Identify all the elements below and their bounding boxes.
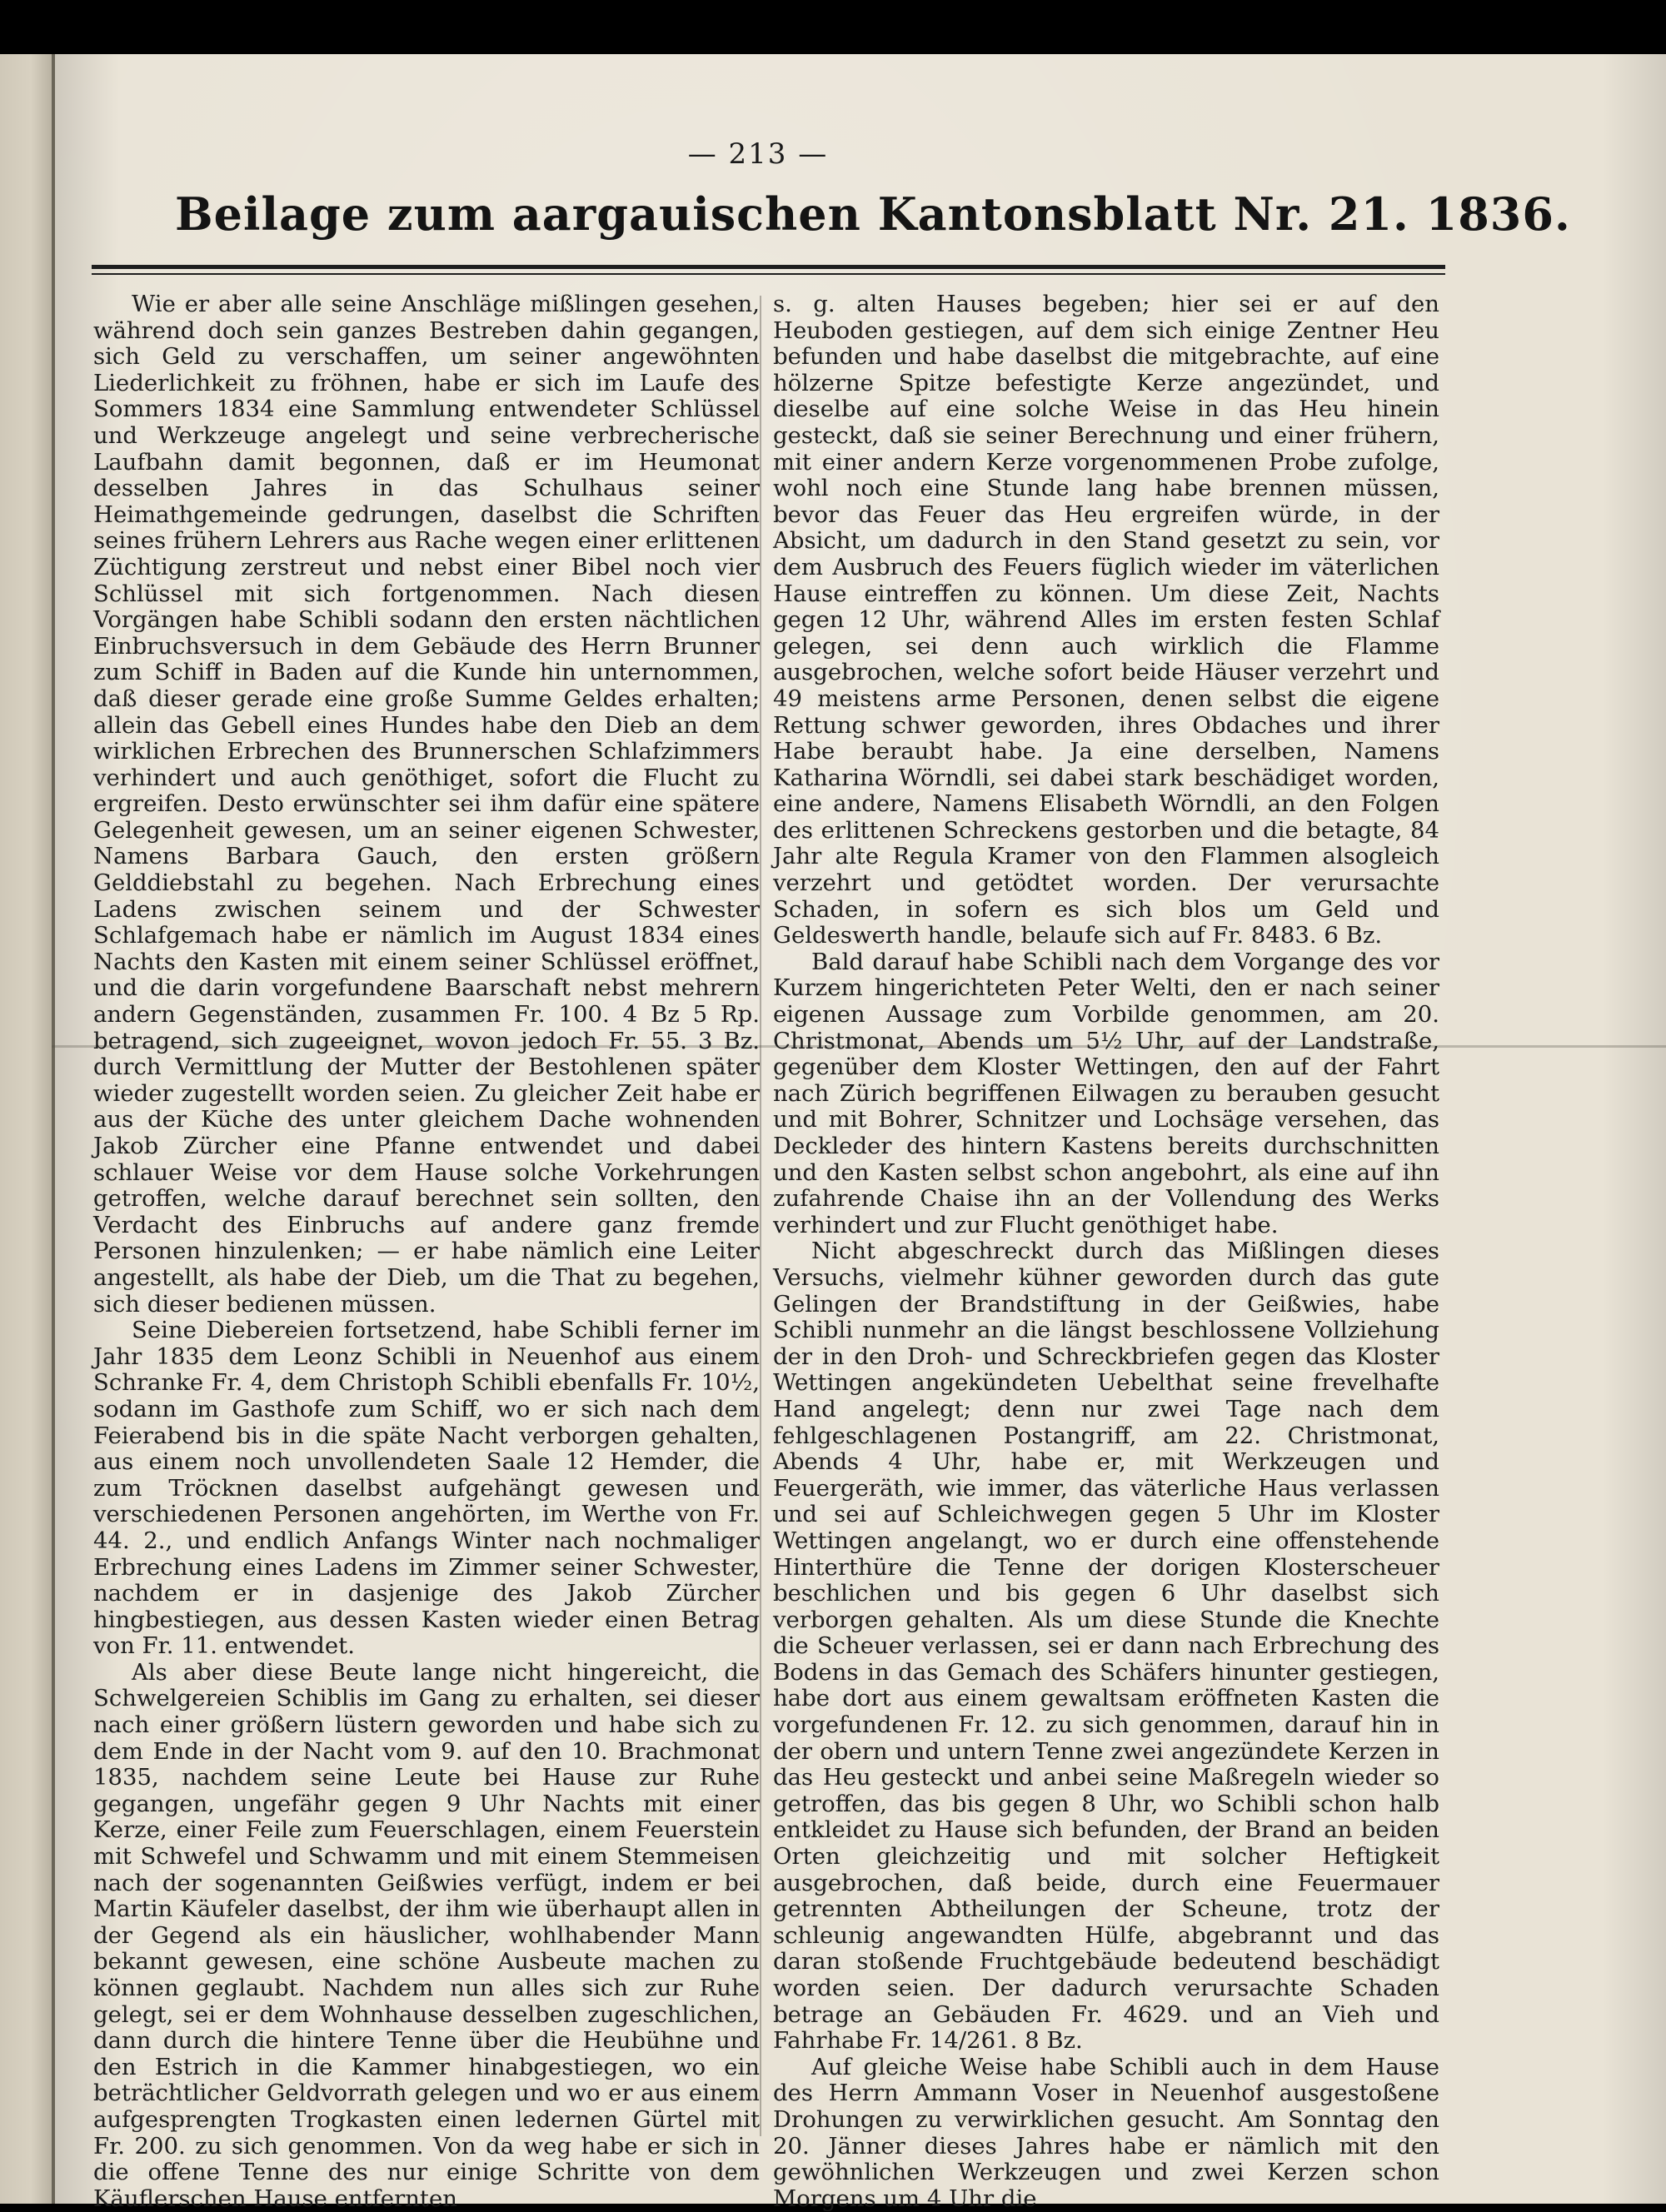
title-rule-thick — [92, 265, 1445, 269]
page-number: — 213 — — [687, 137, 829, 171]
paragraph: Wie er aber alle seine Anschläge mißlingen gesehen, während doch sein ganzes Bestreben dahin gegangen, sich Geld zu verschaffen, um seiner angewöhnten Liederlichkeit zu fröhnen, habe er sich im Laufe des Sommers 1834 eine Sammlung entwendeter Schlüssel und Werkzeuge angelegt und seine verbrecherische Laufbahn damit begonnen, daß er im Heumonat desselben Jahres in das Schulhaus seiner Heimathgemeinde gedrungen, daselbst die Schriften seines frühern Lehrers aus Rache wegen einer erlittenen Züchtigung zerstreut und nebst einer Bibel noch vier Schlüssel mit sich fortgenommen. Nach diesen Vorgängen habe Schibli sodann den ersten nächtlichen Einbruchsversuch in dem Gebäude des Herrn Brunner zum Schiff in Baden auf die Kunde hin unternommen, daß dieser gerade eine große Summe Geldes erhalten; allein das Gebell eines Hundes habe den Dieb an dem wirklichen Erbrechen des Brunnerschen Schlafzimmers verhindert und auch genöthiget, sofort die Flucht zu ergreifen. Desto erwünschter sei ihm dafür eine spätere Gelegenheit gewesen, um an seiner eigenen Schwester, Namens Barbara Gauch, den ersten größern Gelddiebstahl zu begehen. Nach Erbrechung eines Ladens zwischen seinem und der Schwester Schlafgemach habe er nämlich im August 1834 eines Nachts den Kasten mit einem seiner Schlüssel eröffnet, und die darin vorgefundene Baarschaft nebst mehrern andern Gegenständen, zusammen Fr. 100. 4 Bz 5 Rp. betragend, sich zugeeignet, wovon jedoch Fr. 55. 3 Bz. durch Vermittlung der Mutter der Bestohlenen später wieder zugestellt worden seien. Zu gleicher Zeit habe er aus der Küche des unter gleichem Dache wohnenden Jakob Zürcher eine Pfanne entwendet und dabei schlauer Weise vor dem Hause solche Vorkehrungen getroffen, welche darauf berechnet sein sollten, den Verdacht des Einbruchs auf andere ganz fremde Personen hinzulenken; — er habe nämlich eine Leiter angestellt, als habe der Dieb, um die That zu begehen, sich dieser bedienen müssen. — [93, 291, 760, 1318]
paragraph: Nicht abgeschreckt durch das Mißlingen dieses Versuchs, vielmehr kühner geworden durch das gute Gelingen der Brandstiftung in der Geißwies, habe Schibli nunmehr an die längst beschlossene Vollziehung der in den Droh- und Schreckbriefen gegen das Kloster Wettingen angekündeten Uebelthat seine frevelhafte Hand angelegt; denn nur zwei Tage nach dem fehlgeschlagenen Postangriff, am 22. Christmonat, Abends 4 Uhr, habe er, mit Werkzeugen und Feuergeräth, wie immer, das väterliche Haus verlassen und sei auf Schleichwegen gegen 5 Uhr im Kloster Wettingen angelangt, wo er durch eine offenstehende Hinterthüre die Tenne der dorigen Klosterscheuer beschlichen und bis gegen 6 Uhr daselbst sich verborgen gehalten. Als um diese Stunde die Knechte die Scheuer verlassen, sei er dann nach Erbrechung des Bodens in das Gemach des Schäfers hinunter gestiegen, habe dort aus einem gewaltsam eröffneten Kasten die vorgefundenen Fr. 12. zu sich genommen, darauf hin in der obern und untern Tenne zwei angezündete Kerzen in das Heu gesteckt und anbei seine Maßregeln wieder so getroffen, das bis gegen 8 Uhr, wo Schibli schon halb entkleidet zu Hause sich befunden, der Brand an beiden Orten gleichzeitig und mit solcher Heftigkeit ausgebrochen, daß beide, durch eine Feuermauer getrennten Abtheilungen der Scheune, trotz der schleunig angewandten Hülfe, abgebrannt und das daran stoßende Fruchtgebäude bedeutend beschädigt worden seien. Der dadurch verursachte Schaden betrage an Gebäuden Fr. 4629. und an Vieh und Fahrhabe Fr. 14/261. 8 Bz. — [773, 1238, 1439, 2055]
paragraph: Auf gleiche Weise habe Schibli auch in dem Hause des Herrn Ammann Voser in Neuenhof ausgestoßene Drohungen zu verwirklichen gesucht. Am Sonntag den 20. Jänner dieses Jahres habe er nämlich mit den gewöhnlichen Werkzeugen und zwei Kerzen schon Morgens um 4 Uhr die — [773, 2053, 1439, 2212]
right-column — [773, 291, 1439, 2212]
previous-page-edge — [0, 54, 52, 2204]
page-title: Beilage zum aargauischen Kantonsblatt Nr. 21. 1836. — [175, 187, 1571, 241]
paragraph: Bald darauf habe Schibli nach dem Vorgange des vor Kurzem hingerichteten Peter Welti, den er nach seiner eigenen Aussage zum Vorbilde genommen, am 20. Christmonat, Abends um 5½ Uhr, auf der Landstraße, gegenüber dem Kloster Wettingen, den auf der Fahrt nach Zürich begriffenen Eilwagen zu berauben gesucht und mit Bohrer, Schnitzer und Lochsäge versehen, das Deckleder des hintern Kastens bereits durchschnitten und den Kasten selbst schon angebohrt, als eine auf ihn zufahrende Chaise ihn an der Vollendung des Werks verhindert und zur Flucht genöthiget habe. — [773, 948, 1439, 1238]
paragraph: s. g. alten Hauses begeben; hier sei er auf den Heuboden gestiegen, auf dem sich einige Zentner Heu befunden und habe daselbst die mitgebrachte, auf eine hölzerne Spitze befestigte Kerze angezündet, und dieselbe auf eine solche Weise in das Heu hinein gesteckt, daß sie seiner Berechnung und einer frühern, mit einer andern Kerze vorgenommenen Probe zufolge, wohl noch eine Stunde lang habe brennen müssen, bevor das Feuer das Heu ergreifen würde, in der Absicht, um dadurch in den Stand gesetzt zu sein, vor dem Ausbruch des Feuers füglich wieder im väterlichen Hause eintreffen zu können. Um diese Zeit, Nachts gegen 12 Uhr, während Alles im ersten festen Schlaf gelegen, sei denn auch wirklich die Flamme ausgebrochen, welche sofort beide Häuser verzehrt und 49 meistens arme Personen, denen selbst die eigene Rettung schwer geworden, ihres Obdaches und ihrer Habe beraubt habe. Ja eine derselben, Namens Katharina Wörndli, sei dabei stark beschädiget worden, eine andere, Namens Elisabeth Wörndli, an den Folgen des erlittenen Schreckens gestorben und die betagte, 84 Jahr alte Regula Kramer von den Flammen alsogleich verzehrt und getödtet worden. Der verursachte Schaden, in sofern es sich blos um Geld und Geldeswerth handle, belaufe sich auf Fr. 8483. 6 Bz. — [773, 291, 1439, 949]
column-divider — [760, 296, 761, 2136]
left-column — [93, 291, 760, 2212]
title-rule-thin — [92, 273, 1445, 275]
paragraph: Seine Diebereien fortsetzend, habe Schibli ferner im Jahr 1835 dem Leonz Schibli in Neuenhof aus einem Schranke Fr. 4, dem Christoph Schibli ebenfalls Fr. 10½, sodann im Gasthofe zum Schiff, wo er sich nach dem Feierabend bis in die späte Nacht verborgen gehalten, aus einem noch unvollendeten Saale 12 Hemder, die zum Tröcknen daselbst aufgehängt gewesen und verschiedenen Personen angehörten, im Werthe von Fr. 44. 2., und endlich Anfangs Winter nach nochmaliger Erbrechung eines Ladens im Zimmer seiner Schwester, nachdem er in dasjenige des Jakob Zürcher hingbestiegen, aus dessen Kasten wieder einen Betrag von Fr. 11. entwendet. — [93, 1317, 760, 1660]
paragraph: Als aber diese Beute lange nicht hingereicht, die Schwelgereien Schiblis im Gang zu erhalten, sei dieser nach einer größern lüstern geworden und habe sich zu dem Ende in der Nacht vom 9. auf den 10. Brachmonat 1835, nachdem seine Leute bei Hause zur Ruhe gegangen, ungefähr gegen 9 Uhr Nachts mit einer Kerze, einer Feile zum Feuerschlagen, einem Feuerstein mit Schwefel und Schwamm und mit einem Stemmeisen nach der sogenannten Geißwies verfügt, indem er bei Martin Käufeler daselbst, der ihm wie überhaupt allen in der Gegend als ein häuslicher, wohlhabender Mann bekannt gewesen, eine schöne Ausbeute machen zu können geglaubt. Nachdem nun alles sich zur Ruhe gelegt, sei er dem Wohnhause desselben zugeschlichen, dann durch die hintere Tenne über die Heubühne und den Estrich in die Kammer hinabgestiegen, wo ein beträchtlicher Geldvorrath gelegen und wo er aus einem aufgesprengten Trogkasten einen ledernen Gürtel mit Fr. 200. zu sich genommen. Von da weg habe er sich in die offene Tenne des nur einige Schritte von dem Käuflerschen Hause entfernten — [93, 1658, 760, 2212]
